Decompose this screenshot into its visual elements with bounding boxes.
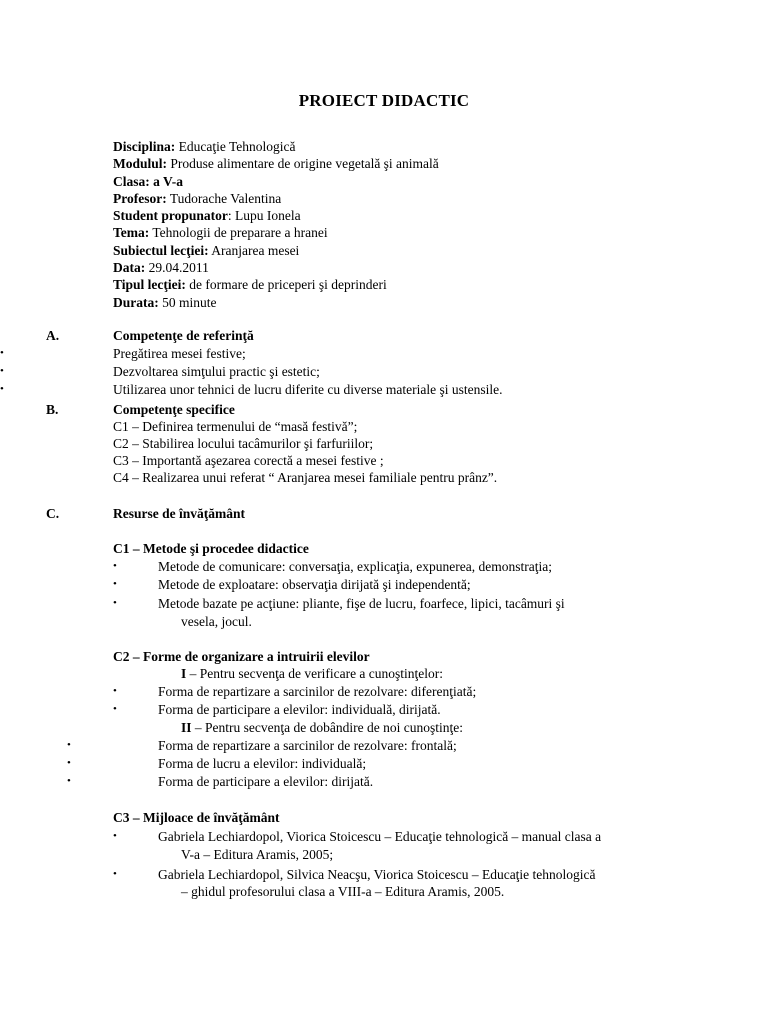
list-item: C3 – Importantă aşezarea corectă a mesei festive ; xyxy=(113,453,384,468)
list-item: Utilizarea unor tehnici de lucru diferite cu diverse materiale şi ustensile. xyxy=(113,382,503,397)
bullet-icon: • xyxy=(113,868,117,880)
list-item: Forma de repartizare a sarcinilor de rezolvare: diferenţiată; xyxy=(158,684,477,699)
section-heading: Resurse de învăţământ xyxy=(113,506,245,521)
bullet-icon: • xyxy=(0,347,4,359)
section-letter: B. xyxy=(46,402,59,417)
bullet-icon: • xyxy=(113,685,117,697)
list-item-continuation: vesela, jocul. xyxy=(181,614,252,629)
section-letter: C. xyxy=(46,506,60,521)
section-heading: Competenţe de referinţă xyxy=(113,328,254,343)
list-item: Forma de participare a elevilor: dirijată. xyxy=(158,774,374,789)
subsection-heading: C1 – Metode şi procedee didactice xyxy=(113,541,309,556)
list-item: C2 – Stabilirea locului tacâmurilor şi farfuriilor; xyxy=(113,436,374,451)
bullet-icon: • xyxy=(0,383,4,395)
sub-heading-2: II – Pentru secvenţa de dobândire de noi cunoştinţe: xyxy=(181,720,463,735)
list-item: Metode bazate pe acţiune: pliante, fişe de lucru, foarfece, lipici, tacâmuri şi xyxy=(158,596,565,611)
list-item: Gabriela Lechiardopol, Viorica Stoicescu – Educaţie tehnologică – manual clasa a xyxy=(158,829,602,844)
subsection-heading: C3 – Mijloace de învăţământ xyxy=(113,810,280,825)
bullet-icon: • xyxy=(113,703,117,715)
list-item: C1 – Definirea termenului de “masă festivă”; xyxy=(113,419,358,434)
list-item: Metode de exploatare: observaţia dirijată şi independentă; xyxy=(158,577,471,592)
lesson-info xyxy=(113,138,439,311)
bullet-icon: • xyxy=(67,775,71,787)
info-module: Modulul: Produse alimentare de origine vegetală şi animală xyxy=(113,156,439,172)
bullet-icon: • xyxy=(113,560,117,572)
info-discipline: Disciplina: Educaţie Tehnologică xyxy=(113,139,296,154)
list-item: C4 – Realizarea unui referat “ Aranjarea mesei familiale pentru prânz”. xyxy=(113,470,498,485)
section-heading: Competenţe specifice xyxy=(113,402,235,417)
info-lesson-type: Tipul lecţiei: de formare de priceperi şi deprinderi xyxy=(113,277,387,293)
list-item: Forma de participare a elevilor: individuală, dirijată. xyxy=(158,702,441,717)
list-item: Metode de comunicare: conversaţia, explicaţia, expunerea, demonstraţia; xyxy=(158,559,552,574)
subsection-heading: C2 – Forme de organizare a intruirii elevilor xyxy=(113,649,370,664)
info-student: Student propunator: Lupu Ionela xyxy=(113,208,301,224)
bullet-icon: • xyxy=(113,597,117,609)
bullet-icon: • xyxy=(113,578,117,590)
list-item-continuation: – ghidul profesorului clasa a VIII-a – Editura Aramis, 2005. xyxy=(181,884,505,899)
bullet-icon: • xyxy=(0,365,4,377)
list-item: Forma de repartizare a sarcinilor de rezolvare: frontală; xyxy=(158,738,457,753)
sub-heading-1: I – Pentru secvenţa de verificare a cunoştinţelor: xyxy=(181,666,444,681)
list-item: Gabriela Lechiardopol, Silvica Neacşu, Viorica Stoicescu – Educaţie tehnologică xyxy=(158,867,596,882)
info-theme: Tema: Tehnologii de preparare a hranei xyxy=(113,225,328,241)
document-title: PROIECT DIDACTIC xyxy=(298,91,470,110)
section-letter: A. xyxy=(46,328,60,343)
bullet-icon: • xyxy=(67,757,71,769)
list-item-continuation: V-a – Editura Aramis, 2005; xyxy=(181,847,334,862)
info-teacher: Profesor: Tudorache Valentina xyxy=(113,190,282,206)
bullet-icon: • xyxy=(67,739,71,751)
info-date: Data: 29.04.2011 xyxy=(113,260,209,276)
list-item: Forma de lucru a elevilor: individuală; xyxy=(158,756,367,771)
bullet-icon: • xyxy=(113,830,117,842)
list-item: Dezvoltarea simţului practic şi estetic; xyxy=(113,364,320,379)
info-duration: Durata: 50 minute xyxy=(113,294,217,310)
info-subject: Subiectul lecţiei: Aranjarea mesei xyxy=(113,242,300,258)
list-item: Pregătirea mesei festive; xyxy=(113,346,246,361)
info-class: Clasa: a V-a xyxy=(113,173,183,189)
